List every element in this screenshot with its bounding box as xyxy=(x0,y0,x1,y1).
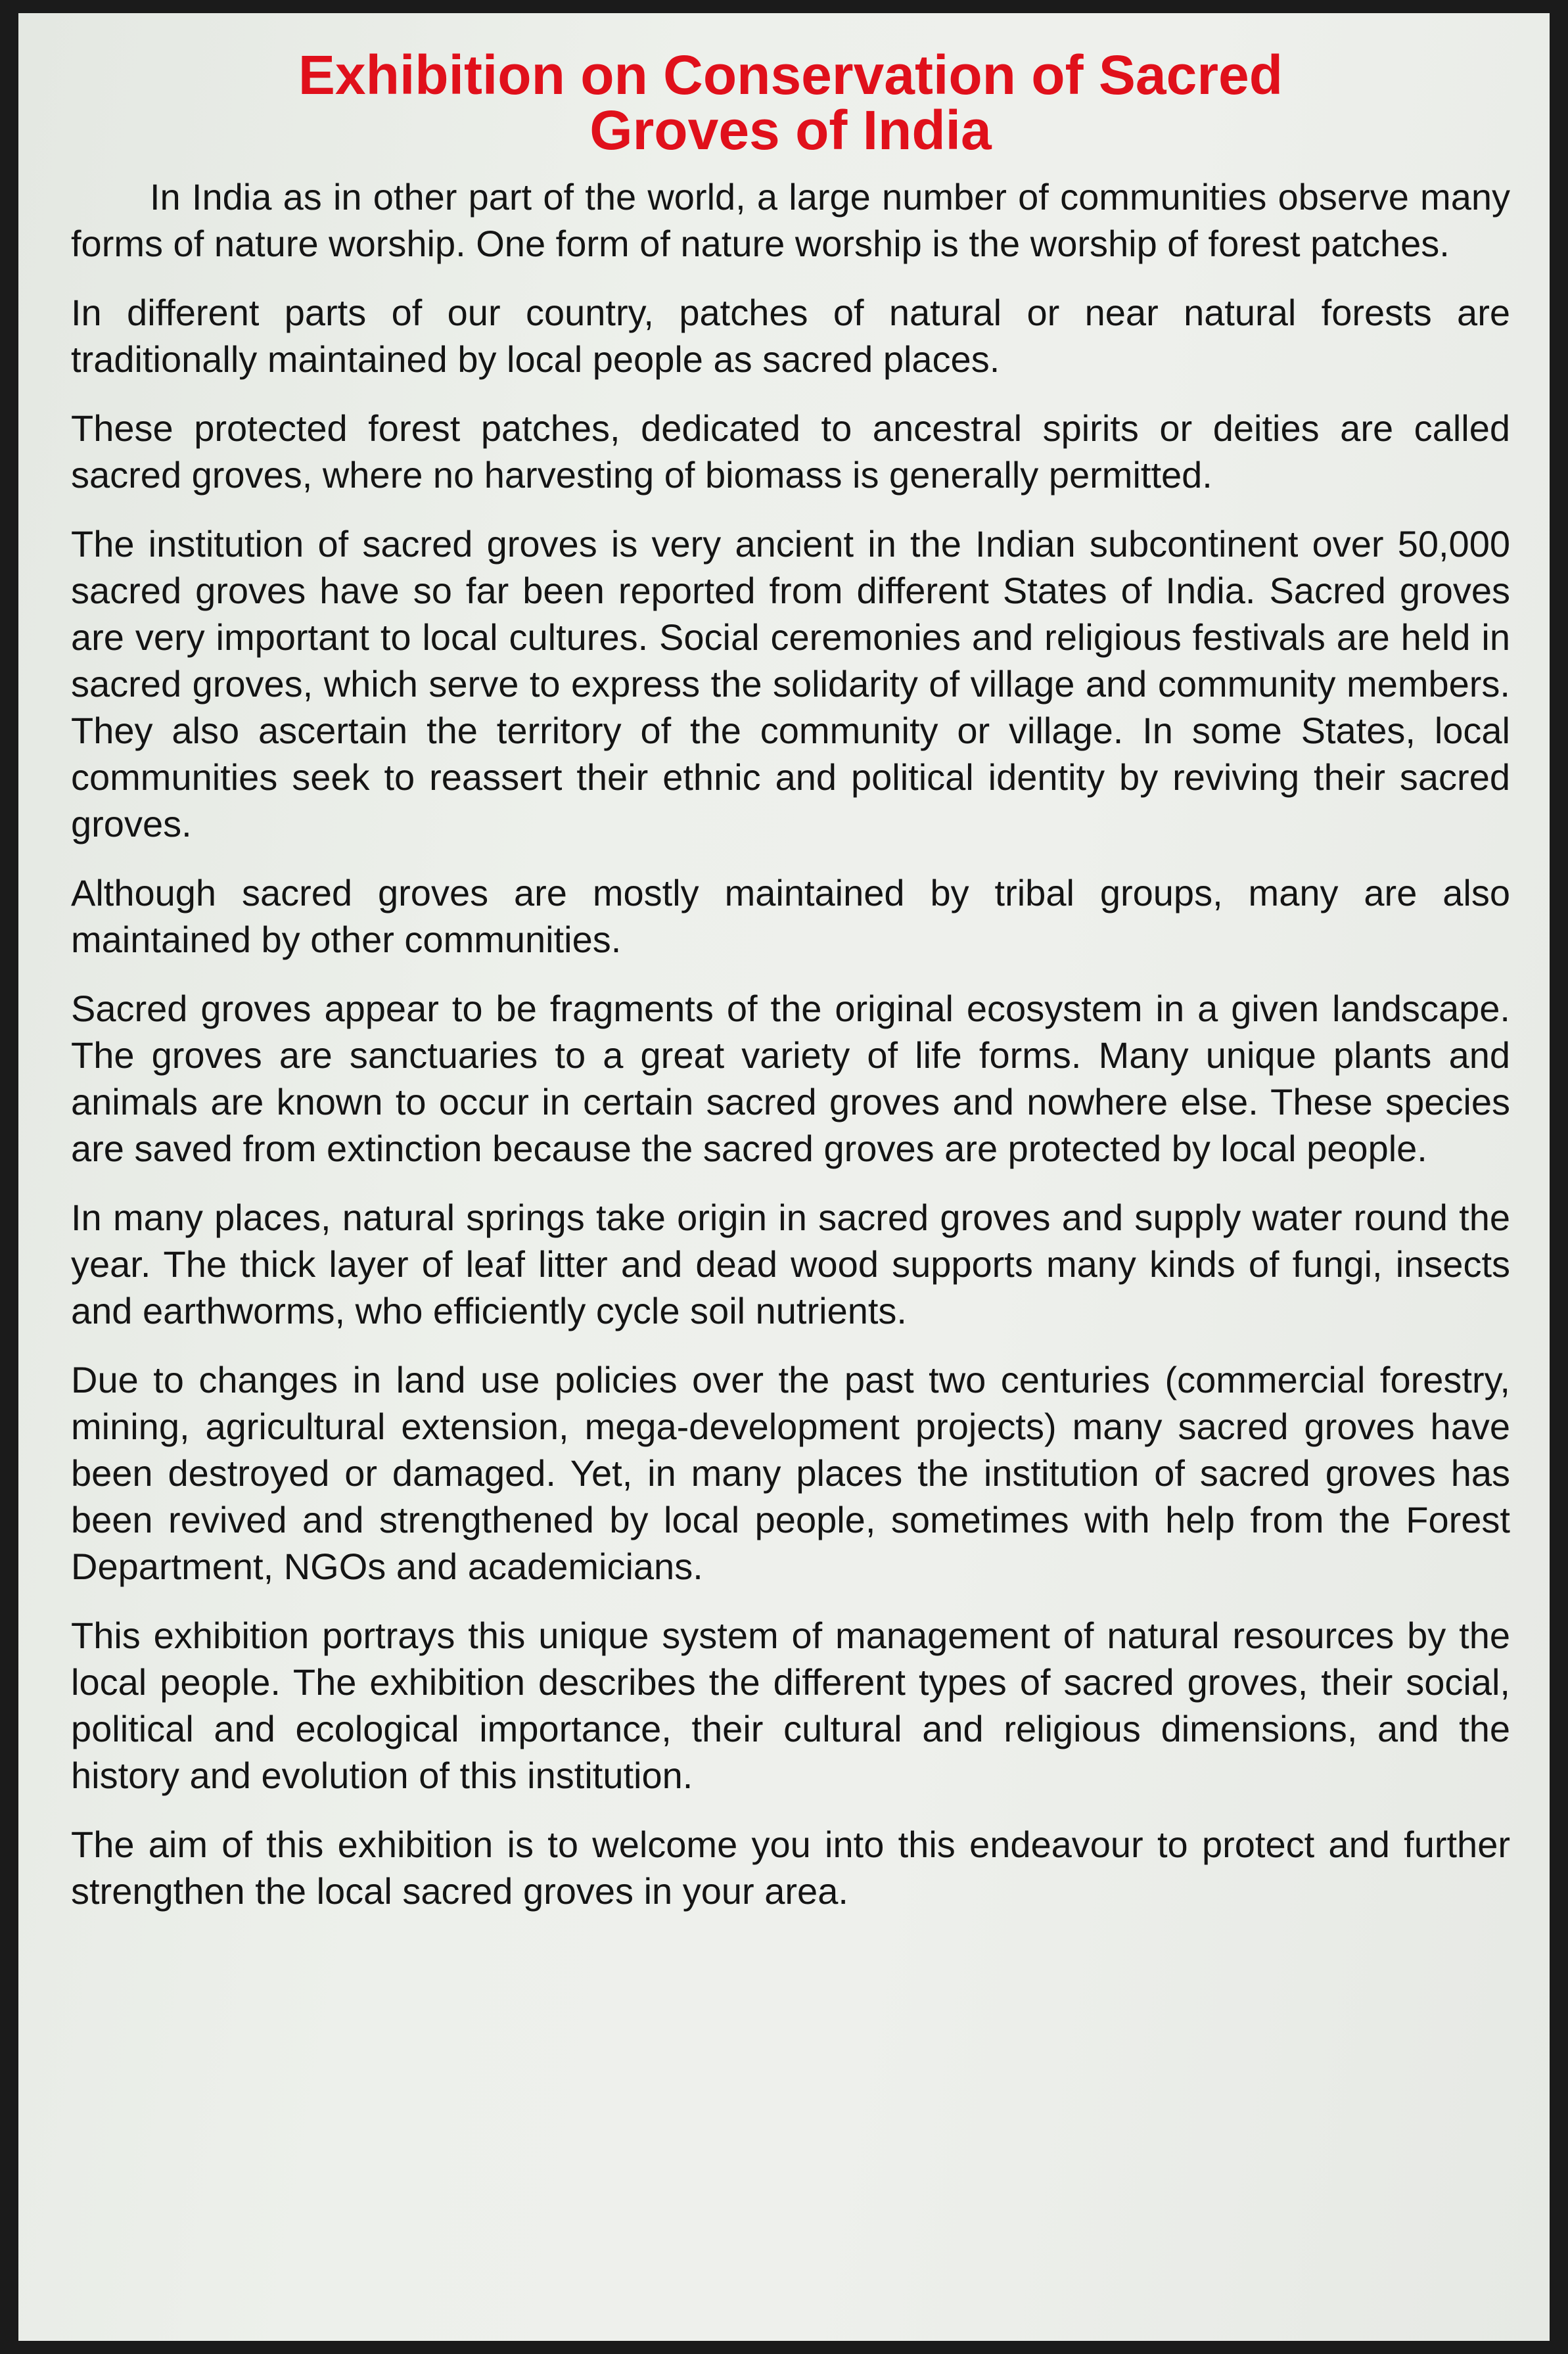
paragraph-intro: In India as in other part of the world, a large number of communities observe many forms of nature worship. One form of nature worship is the worship of forest patches. xyxy=(71,176,1510,264)
title-line-1: Exhibition on Conservation of Sacred xyxy=(298,44,1283,106)
paragraph-institution: The institution of sacred groves is very ancient in the Indian subcontinent over 50,000 sacred groves have so far been reported from different States of India. Sacred groves are very important to local cultures. Social ceremonies and religious festivals are held in sacred groves, which serve to express the solidarity of village and community members. They also ascertain the territory of the community or village. In some States, local communities seek to reassert their ethnic and political identity by reviving their sacred groves. xyxy=(71,523,1510,844)
exhibition-panel xyxy=(18,13,1550,2341)
page-title xyxy=(71,44,1510,161)
title-line-2: Groves of India xyxy=(589,99,992,161)
paragraph-ecosystem: Sacred groves appear to be fragments of the original ecosystem in a given landscape. The groves are sanctuaries to a great variety of life forms. Many unique plants and animals are known to occur in certain sacred groves and nowhere else. These species are saved from extinction because the sacred groves are protected by local people. xyxy=(71,988,1510,1169)
paragraph-traditional-maintenance: In different parts of our country, patches of natural or near natural forests are traditionally maintained by local people as sacred places. xyxy=(71,292,1510,380)
paragraph-definition: These protected forest patches, dedicated to ancestral spirits or deities are called sacred groves, where no harvesting of biomass is generally permitted. xyxy=(71,407,1510,496)
panel-body xyxy=(71,173,1510,1914)
paragraph-springs: In many places, natural springs take origin in sacred groves and supply water round the year. The thick layer of leaf litter and dead wood supports many kinds of fungi, insects and earthworms, who efficiently cycle soil nutrients. xyxy=(71,1197,1510,1331)
paragraph-communities: Although sacred groves are mostly maintained by tribal groups, many are also maintained by other communities. xyxy=(71,872,1510,960)
paragraph-land-use-changes: Due to changes in land use policies over the past two centuries (commercial forestry, mining, agricultural extension, mega-development projects) many sacred groves have been destroyed or damaged. Yet, in many places the institution of sacred groves has been revived and strengthened by local people, sometimes with help from the Forest Department, NGOs and academicians. xyxy=(71,1359,1510,1587)
paragraph-exhibition-portrays: This exhibition portrays this unique system of management of natural resources by the local people. The exhibition describes the different types of sacred groves, their social, political and ecological importance, their cultural and religious dimensions, and the history and evolution of this institution. xyxy=(71,1615,1510,1796)
paragraph-aim: The aim of this exhibition is to welcome you into this endeavour to protect and further strengthen the local sacred groves in your area. xyxy=(71,1824,1510,1912)
